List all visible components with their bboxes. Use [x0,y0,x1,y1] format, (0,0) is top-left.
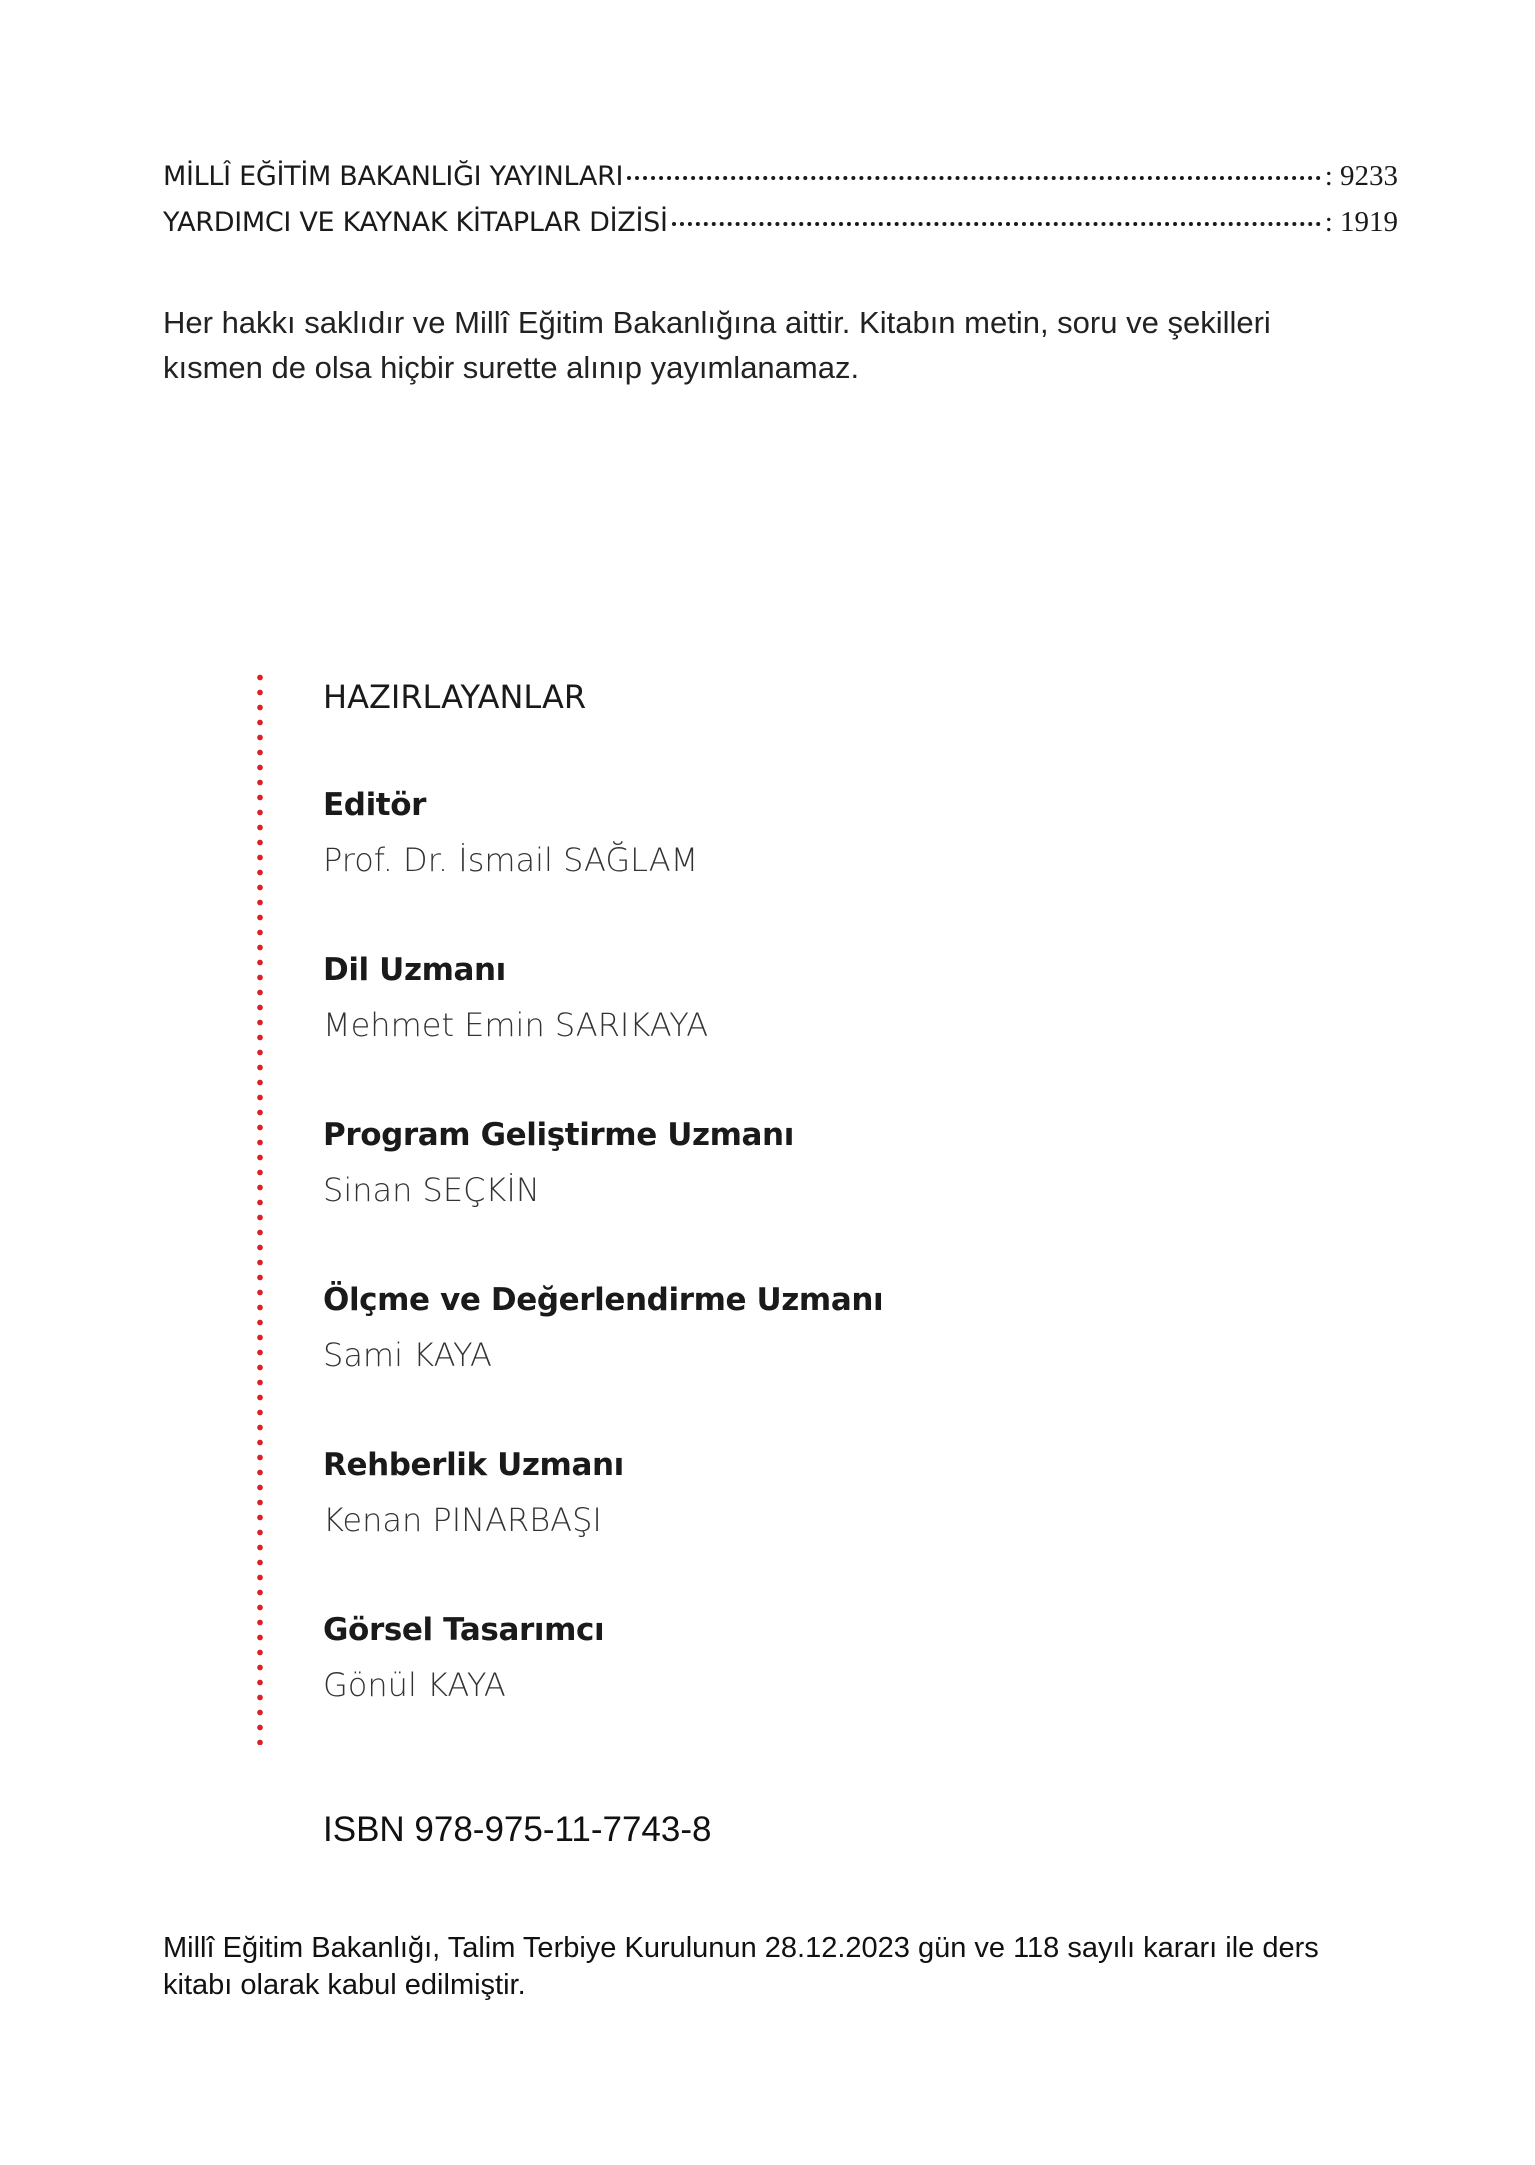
series-info [163,160,1398,252]
series-label: MİLLÎ EĞİTİM BAKANLIĞI YAYINLARI [163,161,624,192]
dotted-leader [627,176,1320,180]
series-number: : 9233 [1324,160,1398,192]
role-name: Prof. Dr. İsmail SAĞLAM [323,841,699,879]
role-program-expert [323,1108,1223,1218]
role-name: Gönül KAYA [323,1666,506,1704]
approval-notice: Millî Eğitim Bakanlığı, Talim Terbiye Kurulunun 28.12.2023 gün ve 118 sayılı kararı ile ders kitabı olarak kabul edilmiştir. [163,1932,1319,2001]
role-name: Sinan SEÇKİN [323,1171,540,1209]
role-name: Sami KAYA [323,1336,492,1374]
series-row [163,160,1398,206]
isbn: ISBN 978-975-11-7743-8 [323,1810,712,1849]
role-title: Dil Uzmanı [323,952,506,988]
role-language-expert [323,943,1223,1053]
dotted-leader [672,222,1321,226]
role-guidance-expert [323,1438,1223,1548]
red-dotted-divider [256,670,264,1745]
credits-section [323,670,1223,1768]
role-assessment-expert [323,1273,1223,1383]
role-visual-designer [323,1603,1223,1713]
series-label: YARDIMCI VE KAYNAK KİTAPLAR DİZİSİ [163,207,668,238]
credits-title: HAZIRLAYANLAR [323,678,587,716]
role-name: Kenan PINARBAŞI [323,1501,602,1539]
role-title: Ölçme ve Değerlendirme Uzmanı [323,1282,884,1318]
copyright-notice: Her hakkı saklıdır ve Millî Eğitim Bakanlığına aittir. Kitabın metin, soru ve şekilleri kısmen de olsa hiçbir surette alınıp yayımlanamaz. [163,305,1271,385]
role-title: Görsel Tasarımcı [323,1612,605,1648]
role-title: Program Geliştirme Uzmanı [323,1117,794,1153]
series-row [163,206,1398,252]
series-number: : 1919 [1324,206,1398,238]
role-title: Editör [323,787,426,823]
role-name: Mehmet Emin SARIKAYA [323,1006,709,1044]
role-editor [323,778,1223,888]
role-title: Rehberlik Uzmanı [323,1447,624,1483]
